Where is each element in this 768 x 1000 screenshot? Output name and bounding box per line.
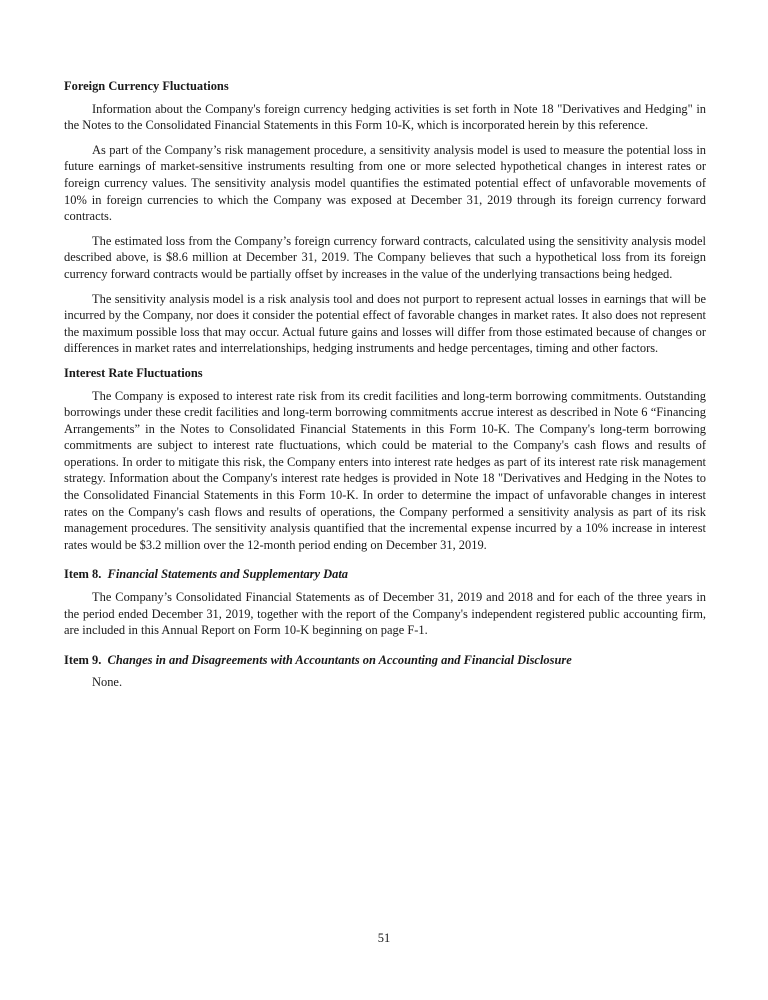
section-item-8 <box>64 566 706 638</box>
item-title: Changes in and Disagreements with Accountants on Accounting and Financial Disclosure <box>107 652 572 667</box>
paragraph: The Company’s Consolidated Financial Statements as of December 31, 2019 and 2018 and for each of the three years in the period ended December 31, 2019, together with the report of the Company's independent registered public accounting firm, are included in this Annual Report on Form 10-K beginning on page F-1. <box>64 590 706 638</box>
item-heading <box>64 566 706 583</box>
section-item-9 <box>64 652 706 691</box>
item-number: Item 9. <box>64 652 102 667</box>
paragraph: As part of the Company’s risk management procedure, a sensitivity analysis model is used to measure the potential loss in future earnings of market-sensitive instruments resulting from one or more selected hypothetical changes in interest rates or foreign currency values. The sensitivity analysis model quantifies the estimated potential effect of unfavorable movements of 10% in foreign currencies to which the Company was exposed at December 31, 2019 through its foreign currency forward contracts. <box>64 142 706 224</box>
document-page <box>64 78 706 699</box>
section-heading: Foreign Currency Fluctuations <box>64 79 229 93</box>
page-number: 51 <box>377 931 391 945</box>
paragraph: The Company is exposed to interest rate risk from its credit facilities and long-term borrowing commitments. Outstanding borrowings under these credit facilities and long-term borrowing commitments accrue interest as described in Note 6 “Financing Arrangements” in the Notes to Consolidated Financial Statements in this Form 10-K. The Company's long-term borrowing commitments are subject to interest rate fluctuations, which could be material to the Company's cash flows and results of operations. In order to mitigate this risk, the Company enters into interest rate hedges as part of its interest rate risk management strategy. Information about the Company's interest rate hedges is provided in Note 18 "Derivatives and Hedging in the Notes to the Consolidated Financial Statements in this Form 10-K. In order to determine the impact of unfavorable changes in interest rates on the Company's cash flows and results of operations, the Company performed a sensitivity analysis as part of its risk management procedures. The sensitivity analysis quantified that the incremental expense incurred by a 10% increase in interest rates would be $3.2 million over the 12-month period ending on December 31, 2019. <box>64 388 706 552</box>
paragraph: The estimated loss from the Company’s foreign currency forward contracts, calculated using the sensitivity analysis model described above, is $8.6 million at December 31, 2019. The Company believes that such a hypothetical loss from its foreign currency forward contracts would be partially offset by increases in the value of the underlying transactions being hedged. <box>64 233 706 281</box>
paragraph: The sensitivity analysis model is a risk analysis tool and does not purport to represent actual losses in earnings that will be incurred by the Company, nor does it consider the potential effect of favorable changes in market rates. It also does not represent the maximum possible loss that may occur. Actual future gains and losses will differ from those estimated because of changes or differences in market rates and interrelationships, hedging instruments and hedge percentages, timing and other factors. <box>64 291 706 356</box>
item-heading <box>64 652 706 669</box>
item-title: Financial Statements and Supplementary Data <box>107 567 349 582</box>
paragraph: None. <box>92 675 123 690</box>
section-interest-rate-fluctuations <box>64 365 706 554</box>
section-foreign-currency-fluctuations <box>64 78 706 357</box>
item-number: Item 8. <box>64 567 102 582</box>
section-heading: Interest Rate Fluctuations <box>64 365 203 380</box>
paragraph: Information about the Company's foreign currency hedging activities is set forth in Note 18 "Derivatives and Hedging" in the Notes to the Consolidated Financial Statements in this Form 10-K, which is incorporated herein by this reference. <box>64 101 706 133</box>
